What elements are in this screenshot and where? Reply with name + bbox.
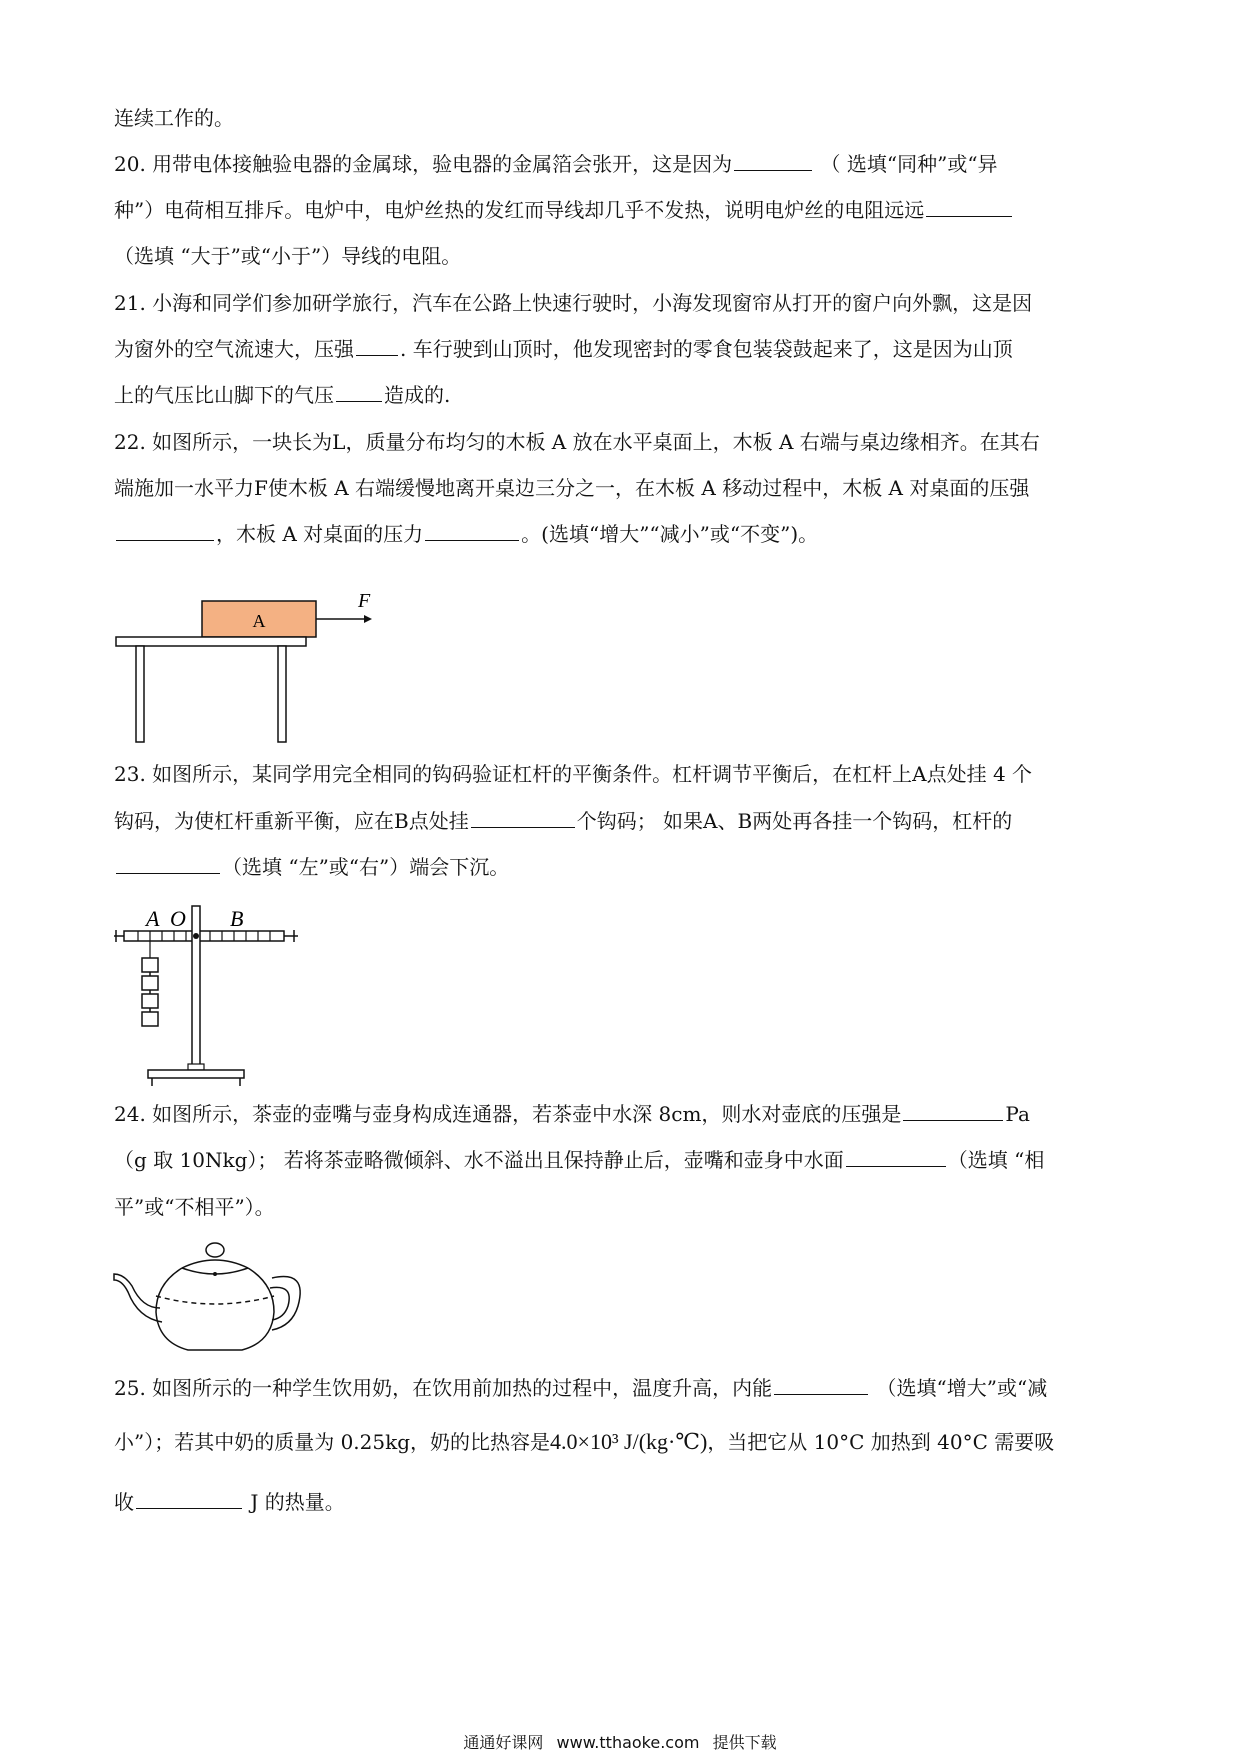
q24-text-2b: （选填 “相	[947, 1148, 1045, 1172]
q22-line2: 端施加一水平力F使木板 A 右端缓慢地离开桌边三分之一，在木板 A 移动过程中，木板 A 对桌面的压强	[114, 476, 1030, 500]
q21-text-3b: 造成的.	[384, 383, 451, 407]
q24-text-1b: Pa	[1005, 1102, 1030, 1126]
teapot-lid-dot	[213, 1272, 217, 1276]
q21-blank-1[interactable]	[356, 335, 398, 356]
q21-blank-2[interactable]	[336, 381, 382, 402]
q20-blank-1[interactable]	[734, 150, 812, 171]
q20-line3: （选填 “大于”或“小于”）导线的电阻。	[114, 244, 462, 268]
q24-blank-2[interactable]	[846, 1146, 946, 1167]
q25-blank-2[interactable]	[136, 1488, 242, 1509]
q25-line2	[114, 1428, 1054, 1456]
q23-line3	[114, 853, 509, 881]
q24-text-2a: （g 取 10Nkg）； 若将茶壶略微倾斜、水不溢出且保持静止后，壶嘴和壶身中水面	[114, 1148, 844, 1172]
q25-text-1a: 25. 如图所示的一种学生饮用奶，在饮用前加热的过程中，温度升高，内能	[114, 1376, 773, 1400]
q23-blank-2[interactable]	[116, 853, 220, 874]
teapot-figure	[112, 1234, 308, 1356]
q22-line1: 22. 如图所示，一块长为L，质量分布均匀的木板 A 放在水平桌面上，木板 A 右端与桌边缘相齐。在其右	[114, 430, 1040, 454]
q25-blank-1[interactable]	[774, 1374, 868, 1395]
q24-line3: 平”或“不相平”）。	[114, 1195, 275, 1219]
q23-text-2a: 钩码，为使杠杆重新平衡，应在B点处挂	[114, 809, 469, 833]
q23-text-3: （选填 “左”或“右”）端会下沉。	[222, 855, 510, 879]
table-top	[116, 637, 306, 646]
q25-text-2b: ，当把它从 10°C 加热到 40°C 需要吸	[707, 1430, 1055, 1454]
lever-figure	[112, 900, 312, 1090]
q21-text-2a: 为窗外的空气流速大，压强	[114, 337, 354, 361]
q24-line1	[114, 1100, 1030, 1128]
footer-site-name: 通通好课网	[463, 1733, 544, 1752]
q22-line3	[114, 520, 818, 548]
q23-line2	[114, 807, 1012, 835]
lever-stand-base	[148, 1070, 244, 1078]
q22-blank-2[interactable]	[425, 520, 519, 541]
q24-line2	[114, 1146, 1044, 1174]
q25-text-2a: 小”）；若其中奶的质量为 0.25kg，奶的比热容是	[114, 1430, 551, 1454]
lever-label-a: A	[146, 906, 160, 931]
q22-text-3b: 。(选填“增大”“减小”或“不变”)。	[521, 522, 819, 546]
q25-line1	[114, 1374, 1047, 1402]
lever-label-o: O	[170, 906, 186, 931]
force-label: F	[358, 590, 371, 612]
q25-line3	[114, 1488, 345, 1516]
page-footer	[0, 1730, 1240, 1753]
q20-line2	[114, 196, 1014, 224]
q20-blank-2[interactable]	[926, 196, 1012, 217]
lever-bar	[124, 931, 284, 941]
teapot-outline	[114, 1243, 300, 1350]
q21-line1: 21. 小海和同学们参加研学旅行，汽车在公路上快速行驶时，小海发现窗帘从打开的窗户向外飘，这是因	[114, 291, 1033, 315]
q22-text-3a: ，木板 A 对桌面的压力	[216, 522, 424, 546]
q23-blank-1[interactable]	[471, 807, 575, 828]
q25-text-3b: J 的热量。	[250, 1490, 345, 1514]
footer-suffix: 提供下载	[712, 1733, 777, 1752]
lever-stand-pole	[192, 906, 200, 1070]
q21-text-2b: . 车行驶到山顶时，他发现密封的零食包装袋鼓起来了，这是因为山顶	[400, 337, 1013, 361]
force-arrowhead	[364, 615, 372, 623]
q25-text-1b: （选填“增大”或“减	[876, 1376, 1048, 1400]
hook-weights	[142, 958, 158, 1026]
q21-text-3a: 上的气压比山脚下的气压	[114, 383, 334, 407]
q23-text-2b: 个钩码； 如果A、B两处再各挂一个钩码，杠杆的	[576, 809, 1013, 833]
q23-line1: 23. 如图所示，某同学用完全相同的钩码验证杠杆的平衡条件。杠杆调节平衡后，在杠杆上A点处挂 4 个	[114, 762, 1033, 786]
q24-blank-1[interactable]	[903, 1100, 1003, 1121]
block-a-label: A	[252, 611, 266, 631]
q21-line2	[114, 335, 1013, 363]
q20-text-2a: 种”）电荷相互排斥。电炉中，电炉丝热的发红而导线却几乎不发热，说明电炉丝的电阻远远	[114, 198, 925, 222]
table-leg-left	[136, 646, 144, 742]
q21-line3	[114, 381, 450, 409]
specific-heat-formula: 4.0×10³ J/(kg·℃)	[550, 1429, 708, 1454]
q20-text-1b: （ 选填“同种”或“异	[820, 152, 998, 176]
q19-tail: 连续工作的。	[114, 106, 234, 130]
lever-pivot	[193, 933, 199, 939]
footer-url[interactable]: www.tthaoke.com	[556, 1733, 700, 1752]
lever-label-b: B	[230, 906, 244, 931]
q20-text-1a: 20. 用带电体接触验电器的金属球，验电器的金属箔会张开，这是因为	[114, 152, 733, 176]
q24-text-1a: 24. 如图所示，茶壶的壶嘴与壶身构成连通器，若茶壶中水深 8cm，则水对壶底的压强是	[114, 1102, 902, 1126]
lever-stand-joint	[188, 1064, 204, 1070]
table-block-figure	[114, 586, 384, 746]
q25-text-3a: 收	[114, 1490, 134, 1514]
q20-line1	[114, 150, 998, 178]
q22-blank-1[interactable]	[116, 520, 214, 541]
table-leg-right	[278, 646, 286, 742]
